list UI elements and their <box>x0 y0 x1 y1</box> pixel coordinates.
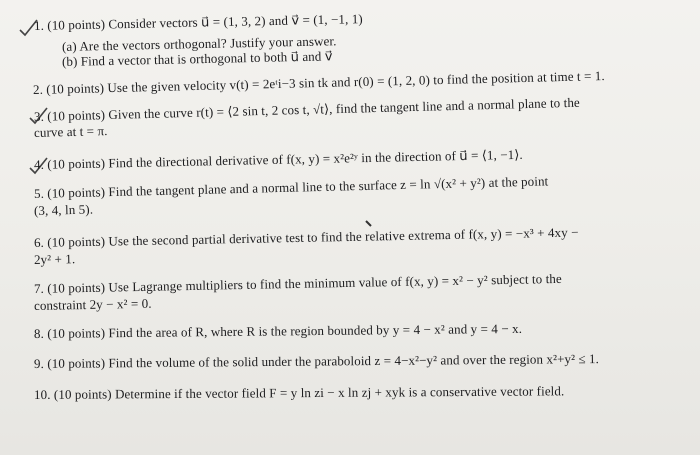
problem-5-line2: (3, 4, ln 5). <box>33 201 94 218</box>
problem-1a-text: (a) Are the vectors orthogonal? Justify your answer. <box>61 33 337 54</box>
problem-5-line1: 5. (10 points) Find the tangent plane and a normal line to the surface z = ln √(x² + y²) at the point <box>33 173 549 201</box>
problem-1-text: 1. (10 points) Consider vectors u⃗ = (1, 3, 2) and v⃗ = (1, −1, 1) <box>33 11 363 33</box>
problem-6-line2: 2y² + 1. <box>33 251 76 267</box>
problem-3-line1: 3. (10 points) Given the curve r(t) = ⟨2 sin t, 2 cos t, √t⟩, find the tangent line and a normal plane to the <box>33 94 581 124</box>
problem-2-text: 2. (10 points) Use the given velocity v(t) = 2eᵗi−3 sin tk and r(0) = (1, 2, 0) to find the position at time t = 1. <box>32 68 605 97</box>
pen-dot <box>365 220 373 228</box>
problem-6-line1: 6. (10 points) Use the second partial derivative test to find the relative extrema of f(x, y) = −x³ + 4xy − <box>33 224 579 250</box>
problem-9-text: 9. (10 points) Find the volume of the solid under the paraboloid z = 4−x²−y² and over the region x²+y² ≤ 1. <box>33 351 600 371</box>
problem-4-text: 4. (10 points) Find the directional derivative of f(x, y) = x²e²ʸ in the direction of u⃗ = ⟨1, −1⟩. <box>33 146 523 172</box>
problem-7-line1: 7. (10 points) Use Lagrange multipliers to find the minimum value of f(x, y) = x² − y² subject to the <box>33 270 562 296</box>
problem-8-text: 8. (10 points) Find the area of R, where R is the region bounded by y = 4 − x² and y = 4 − x. <box>33 320 523 341</box>
problem-10-text: 10. (10 points) Determine if the vector field F = y ln zi − x ln zj + xyk is a conservative vector field. <box>33 383 565 402</box>
problem-7-line2: constraint 2y − x² = 0. <box>33 295 152 313</box>
problem-3-line2: curve at t = π. <box>33 123 108 140</box>
problem-1b-text: (b) Find a vector that is orthogonal to both u⃗ and v⃗ <box>61 48 333 69</box>
